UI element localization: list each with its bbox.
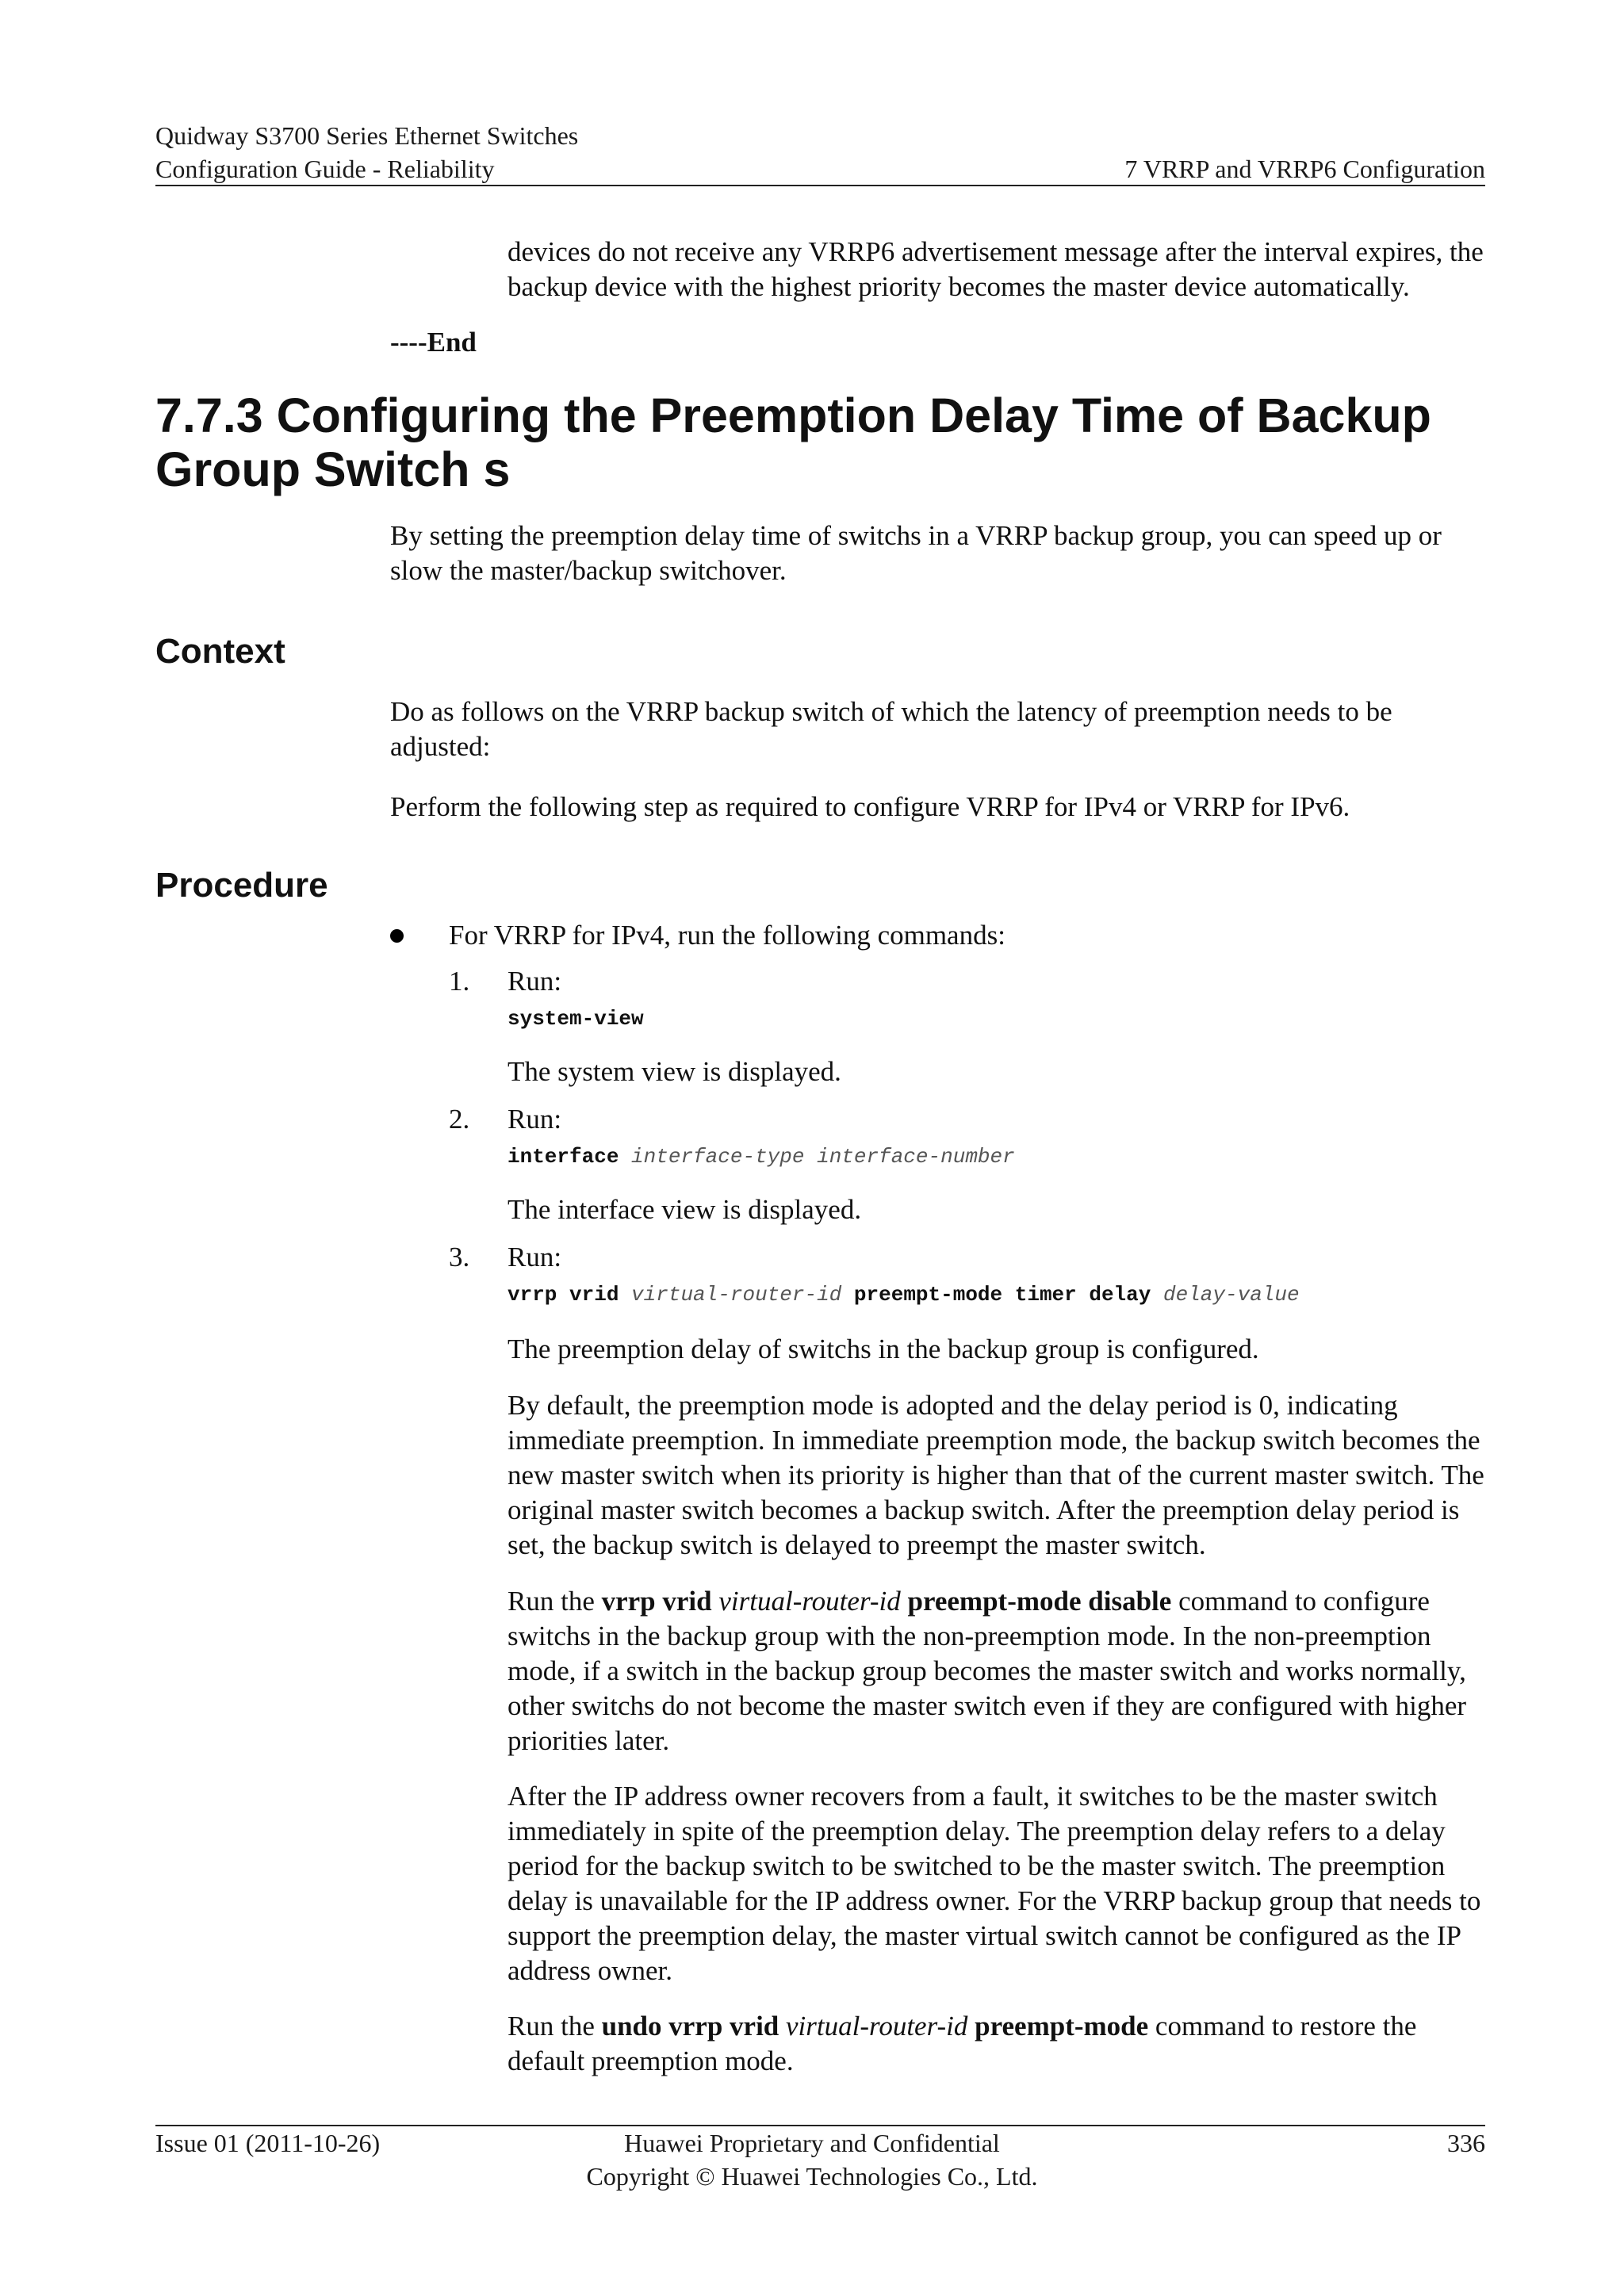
header-chapter: 7 VRRP and VRRP6 Configuration <box>1124 155 1485 183</box>
step-description: The system view is displayed. <box>508 1056 841 1087</box>
inline-command: vrrp vrid <box>601 1586 712 1617</box>
procedure-heading: Procedure <box>155 866 328 905</box>
paragraph-undo: Run the undo vrrp vrid virtual-router-id preempt-mode command to restore the default preemption mode. <box>508 2011 1417 2076</box>
inline-argument: virtual-router-id <box>786 2011 968 2042</box>
paragraph-non-preemption: Run the vrrp vrid virtual-router-id preempt-mode disable command to configure switchs in the backup group with the non-preemption mode. In the non-preemption mode, if a switch in the backup group becomes the master switch and works normally, other switchs do not become the master switch even if they are configured with higher priorities later. <box>508 1586 1467 1756</box>
section-title: 7.7.3 Configuring the Preemption Delay Time of Backup Group Switch s <box>155 388 1431 496</box>
inline-command: preempt-mode disable <box>907 1586 1172 1617</box>
command-keyword: system-view <box>508 1007 644 1031</box>
page-number: 336 <box>1447 2129 1485 2157</box>
inline-command: undo vrrp vrid <box>601 2011 779 2042</box>
command-line <box>508 1281 1300 1308</box>
section-intro: By setting the preemption delay time of switchs in a VRRP backup group, you can speed up or slow the master/backup switchover. <box>390 520 1442 586</box>
context-paragraph-2: Perform the following step as required to configure VRRP for IPv4 or VRRP for IPv6. <box>390 791 1350 822</box>
command-argument: virtual-router-id <box>631 1283 842 1307</box>
step-run-label: Run: <box>508 966 562 997</box>
step-number: 3. <box>449 1242 470 1272</box>
context-heading: Context <box>155 632 285 671</box>
command-keyword: vrrp vrid <box>508 1283 619 1307</box>
step-description: The preemption delay of switchs in the backup group is configured. <box>508 1334 1259 1364</box>
step-description: The interface view is displayed. <box>508 1194 862 1225</box>
paragraph-ip-owner: After the IP address owner recovers from a fault, it switches to be the master switch immediately in spite of the preemption delay. The preemption delay refers to a delay period for the backup switch to be switched to be the master switch. The preemption delay is unavailable for the IP address owner. For the VRRP backup group that needs to support the preemption delay, the master virtual switch cannot be configured as the IP address owner. <box>508 1781 1481 1986</box>
procedure-bullet: For VRRP for IPv4, run the following commands: <box>449 920 1005 951</box>
bullet-icon <box>390 929 404 943</box>
command-line <box>508 1005 644 1032</box>
inline-command: preempt-mode <box>975 2011 1149 2042</box>
end-marker: ----End <box>390 327 477 358</box>
command-argument: interface-type interface-number <box>631 1145 1015 1169</box>
command-keyword: interface <box>508 1145 619 1169</box>
paragraph-default-preemption: By default, the preemption mode is adopted and the delay period is 0, indicating immediate preemption. In immediate preemption mode, the backup switch becomes the new master switch when its priority is higher than that of the current master switch. The original master switch becomes a backup switch. After the preemption delay period is set, the backup switch is delayed to preempt the master switch. <box>508 1390 1484 1560</box>
command-keyword: preempt-mode timer delay <box>853 1283 1151 1307</box>
step-number: 1. <box>449 966 470 997</box>
continued-paragraph: devices do not receive any VRRP6 advertisement message after the interval expires, the backup device with the highest priority becomes the master device automatically. <box>508 236 1484 302</box>
context-paragraph-1: Do as follows on the VRRP backup switch of which the latency of preemption needs to be adjusted: <box>390 696 1392 762</box>
header-product: Quidway S3700 Series Ethernet Switches <box>155 121 579 150</box>
footer-proprietary: Huawei Proprietary and Confidential <box>624 2129 1000 2157</box>
footer-issue: Issue 01 (2011-10-26) <box>155 2129 381 2157</box>
step-number: 2. <box>449 1104 470 1135</box>
step-run-label: Run: <box>508 1242 562 1272</box>
header-guide: Configuration Guide - Reliability <box>155 155 495 183</box>
inline-argument: virtual-router-id <box>718 1586 901 1617</box>
command-argument: delay-value <box>1162 1283 1300 1307</box>
footer-copyright: Copyright © Huawei Technologies Co., Ltd. <box>586 2162 1038 2191</box>
command-line <box>508 1143 1015 1170</box>
header-rule <box>155 185 1485 186</box>
step-run-label: Run: <box>508 1104 562 1135</box>
